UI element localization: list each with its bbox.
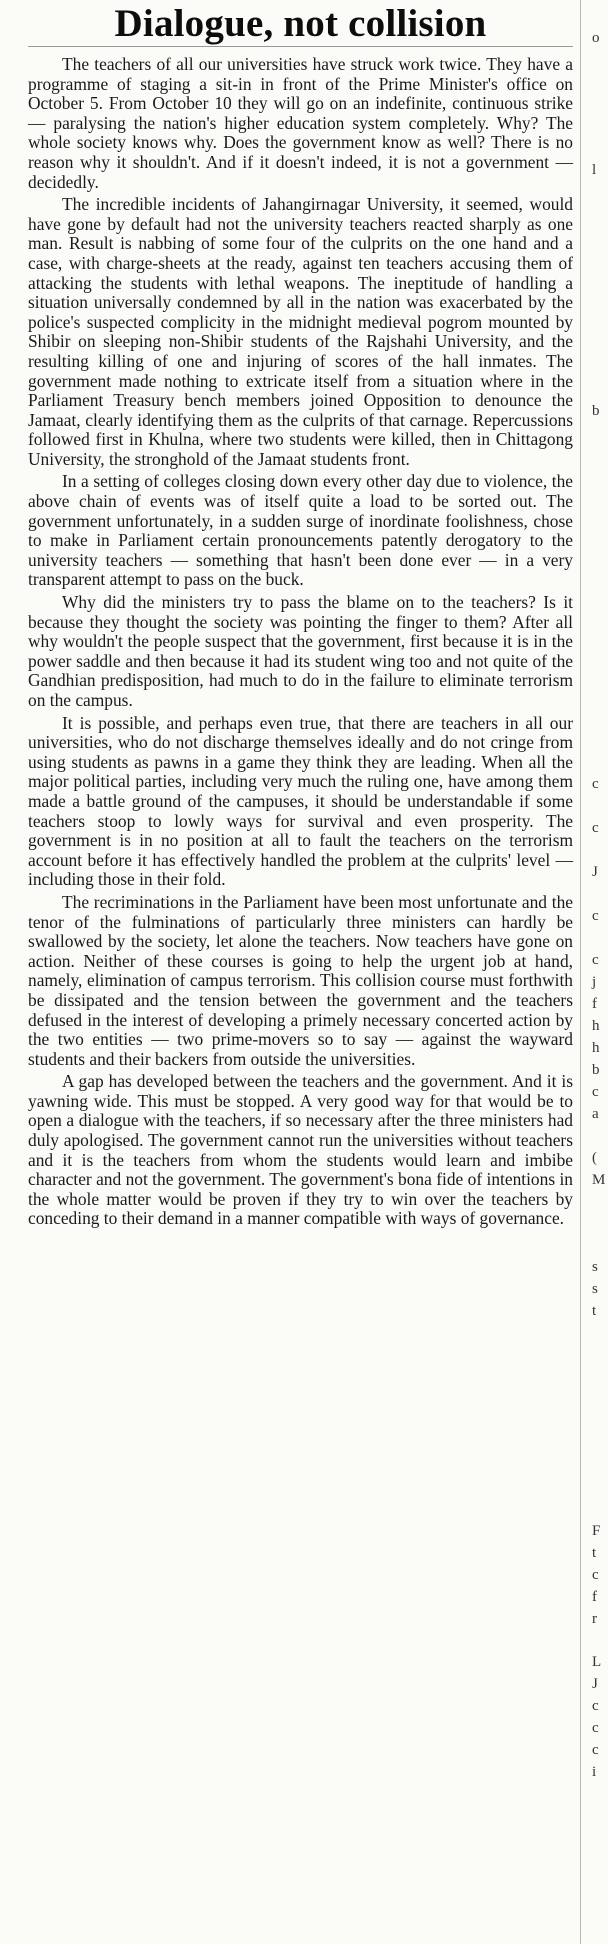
adjacent-column-letter: r <box>592 1610 597 1627</box>
adjacent-column-letter: b <box>592 403 600 420</box>
adjacent-column-letter: c <box>592 908 599 925</box>
article-headline: Dialogue, not collision <box>28 4 573 47</box>
article-paragraph: In a setting of colleges closing down every other day due to violence, the above chain of events was of itself quite a load to be sorted out. The government unfortunately, in a sudden surge of inordinate foolishness, chose to make in Parliament certain pronouncements patently derogatory to the university teachers — something that hasn't been done ever — in a very transparent attempt to pass on the buck. <box>28 471 573 590</box>
adjacent-column-letter: J <box>592 864 598 881</box>
article-body <box>28 55 573 1229</box>
article-paragraph: A gap has developed between the teachers and the government. And it is yawning wide. This must be stopped. A very good way for that would be to open a dialogue with the teachers, if so necessary after the three ministers had duly apologised. The government cannot run the universities without teachers and it is the teachers from whom the students would learn and imbibe character and not the government. The government's bona fide of intentions in the whole matter would be proven if they try to win over the teachers by conceding to their demand in a manner compatible with ways of governance. <box>28 1071 573 1229</box>
adjacent-column-letter: c <box>592 951 599 968</box>
adjacent-column-letter: t <box>592 1544 597 1561</box>
adjacent-column-letter: M <box>592 1171 606 1188</box>
adjacent-column-fragment <box>590 0 608 1944</box>
adjacent-column-letter: b <box>592 1061 600 1078</box>
article-paragraph: The recriminations in the Parliament have been most unfortunate and the tenor of the fulminations of particularly three ministers can hardly be swallowed by the society, let alone the teachers. Now teachers have gone on action. Neither of these courses is going to help the urgent job at hand, namely, elimination of campus terrorism. This collision course must forthwith be dissipated and the tension between the government and the teachers defused in the interest of developing a primely necessary concerted action by the two entities — two prime-movers so to say — against the wayward students and their backers from outside the universities. <box>28 891 573 1069</box>
adjacent-column-letter: J <box>592 1676 598 1693</box>
adjacent-column-letter: t <box>592 1303 597 1320</box>
adjacent-column-letter: c <box>592 1698 599 1715</box>
adjacent-column-letter: ( <box>592 1149 597 1166</box>
adjacent-column-letter: c <box>592 820 599 837</box>
adjacent-column-letter: h <box>592 1039 600 1056</box>
adjacent-column-letter: j <box>592 973 597 990</box>
adjacent-column-letter: L <box>592 1654 602 1671</box>
adjacent-column-letter: F <box>592 1522 601 1539</box>
adjacent-column-letter: f <box>592 1588 597 1605</box>
adjacent-column-letter: h <box>592 1017 600 1034</box>
article-paragraph: The incredible incidents of Jahangirnagar University, it seemed, would have gone by default had not the university teachers reacted sharply as one man. Result is nabbing of some four of the culprits on the one hand and a case, with charge-sheets at the ready, against ten teachers accusing them of attacking the students with lethal weapons. The ineptitude of handling a situation universally condemned by all in the nation was exacerbated by the police's suspected complicity in the midnight medieval pogrom mounted by Shibir on sleeping non-Shibir students of the Rajshahi University, and the resulting killing of one and injuring of scores of the hall inmates. The government made nothing to extricate itself from a situation where in the Parliament Treasury bench members joined Opposition to denounce the Jamaat, clearly identifying them as the culprits of that carnage. Repercussions followed first in Khulna, where two students were killed, then in Chittagong University, the stronghold of the Jamaat students front. <box>28 194 573 469</box>
adjacent-column-letter: s <box>592 1281 598 1298</box>
adjacent-column-letter: i <box>592 1764 597 1781</box>
article-paragraph: Why did the ministers try to pass the blame on to the teachers? Is it because they thought the society was pointing the finger to them? After all why wouldn't the people suspect that the government, first because it is in the power saddle and then because it had its student wing too and not quite of the Gandhian predisposition, had much to do in the failure to eliminate terrorism on the campus. <box>28 592 573 710</box>
column-divider <box>580 0 581 1944</box>
adjacent-column-letter: c <box>592 1083 599 1100</box>
adjacent-column-letter: c <box>592 1566 599 1583</box>
adjacent-column-letter: f <box>592 995 597 1012</box>
article-paragraph: The teachers of all our universities have struck work twice. They have a programme of staging a sit-in in front of the Prime Minister's office on October 5. From October 10 they will go on an indefinite, continuous strike — paralysing the nation's higher education system completely. Why? The whole society knows why. Does the government know as well? There is no reason why it shouldn't. And if it doesn't indeed, it is not a government — decidedly. <box>28 54 573 192</box>
adjacent-column-letter: s <box>592 1259 598 1276</box>
article-paragraph: It is possible, and perhaps even true, that there are teachers in all our universities, who do not discharge themselves ideally and do not cringe from using students as pawns in a game they think they are leading. When all the major political parties, including very much the ruling one, have among them made a battle ground of the campuses, it should be understandable if some teachers stoop to lowly ways for survival and even prosperity. The government is in no position at all to fault the teachers on the terrorism account before it has effectively handled the problem at the culprits' level — including those in their fold. <box>28 712 573 890</box>
adjacent-column-letter: c <box>592 1720 599 1737</box>
adjacent-column-letter: c <box>592 1742 599 1759</box>
adjacent-column-letter: l <box>592 161 597 178</box>
adjacent-column-letter: a <box>592 1105 599 1122</box>
editorial-article <box>28 4 573 1232</box>
adjacent-column-letter: c <box>592 776 599 793</box>
adjacent-column-letter: o <box>592 30 600 46</box>
